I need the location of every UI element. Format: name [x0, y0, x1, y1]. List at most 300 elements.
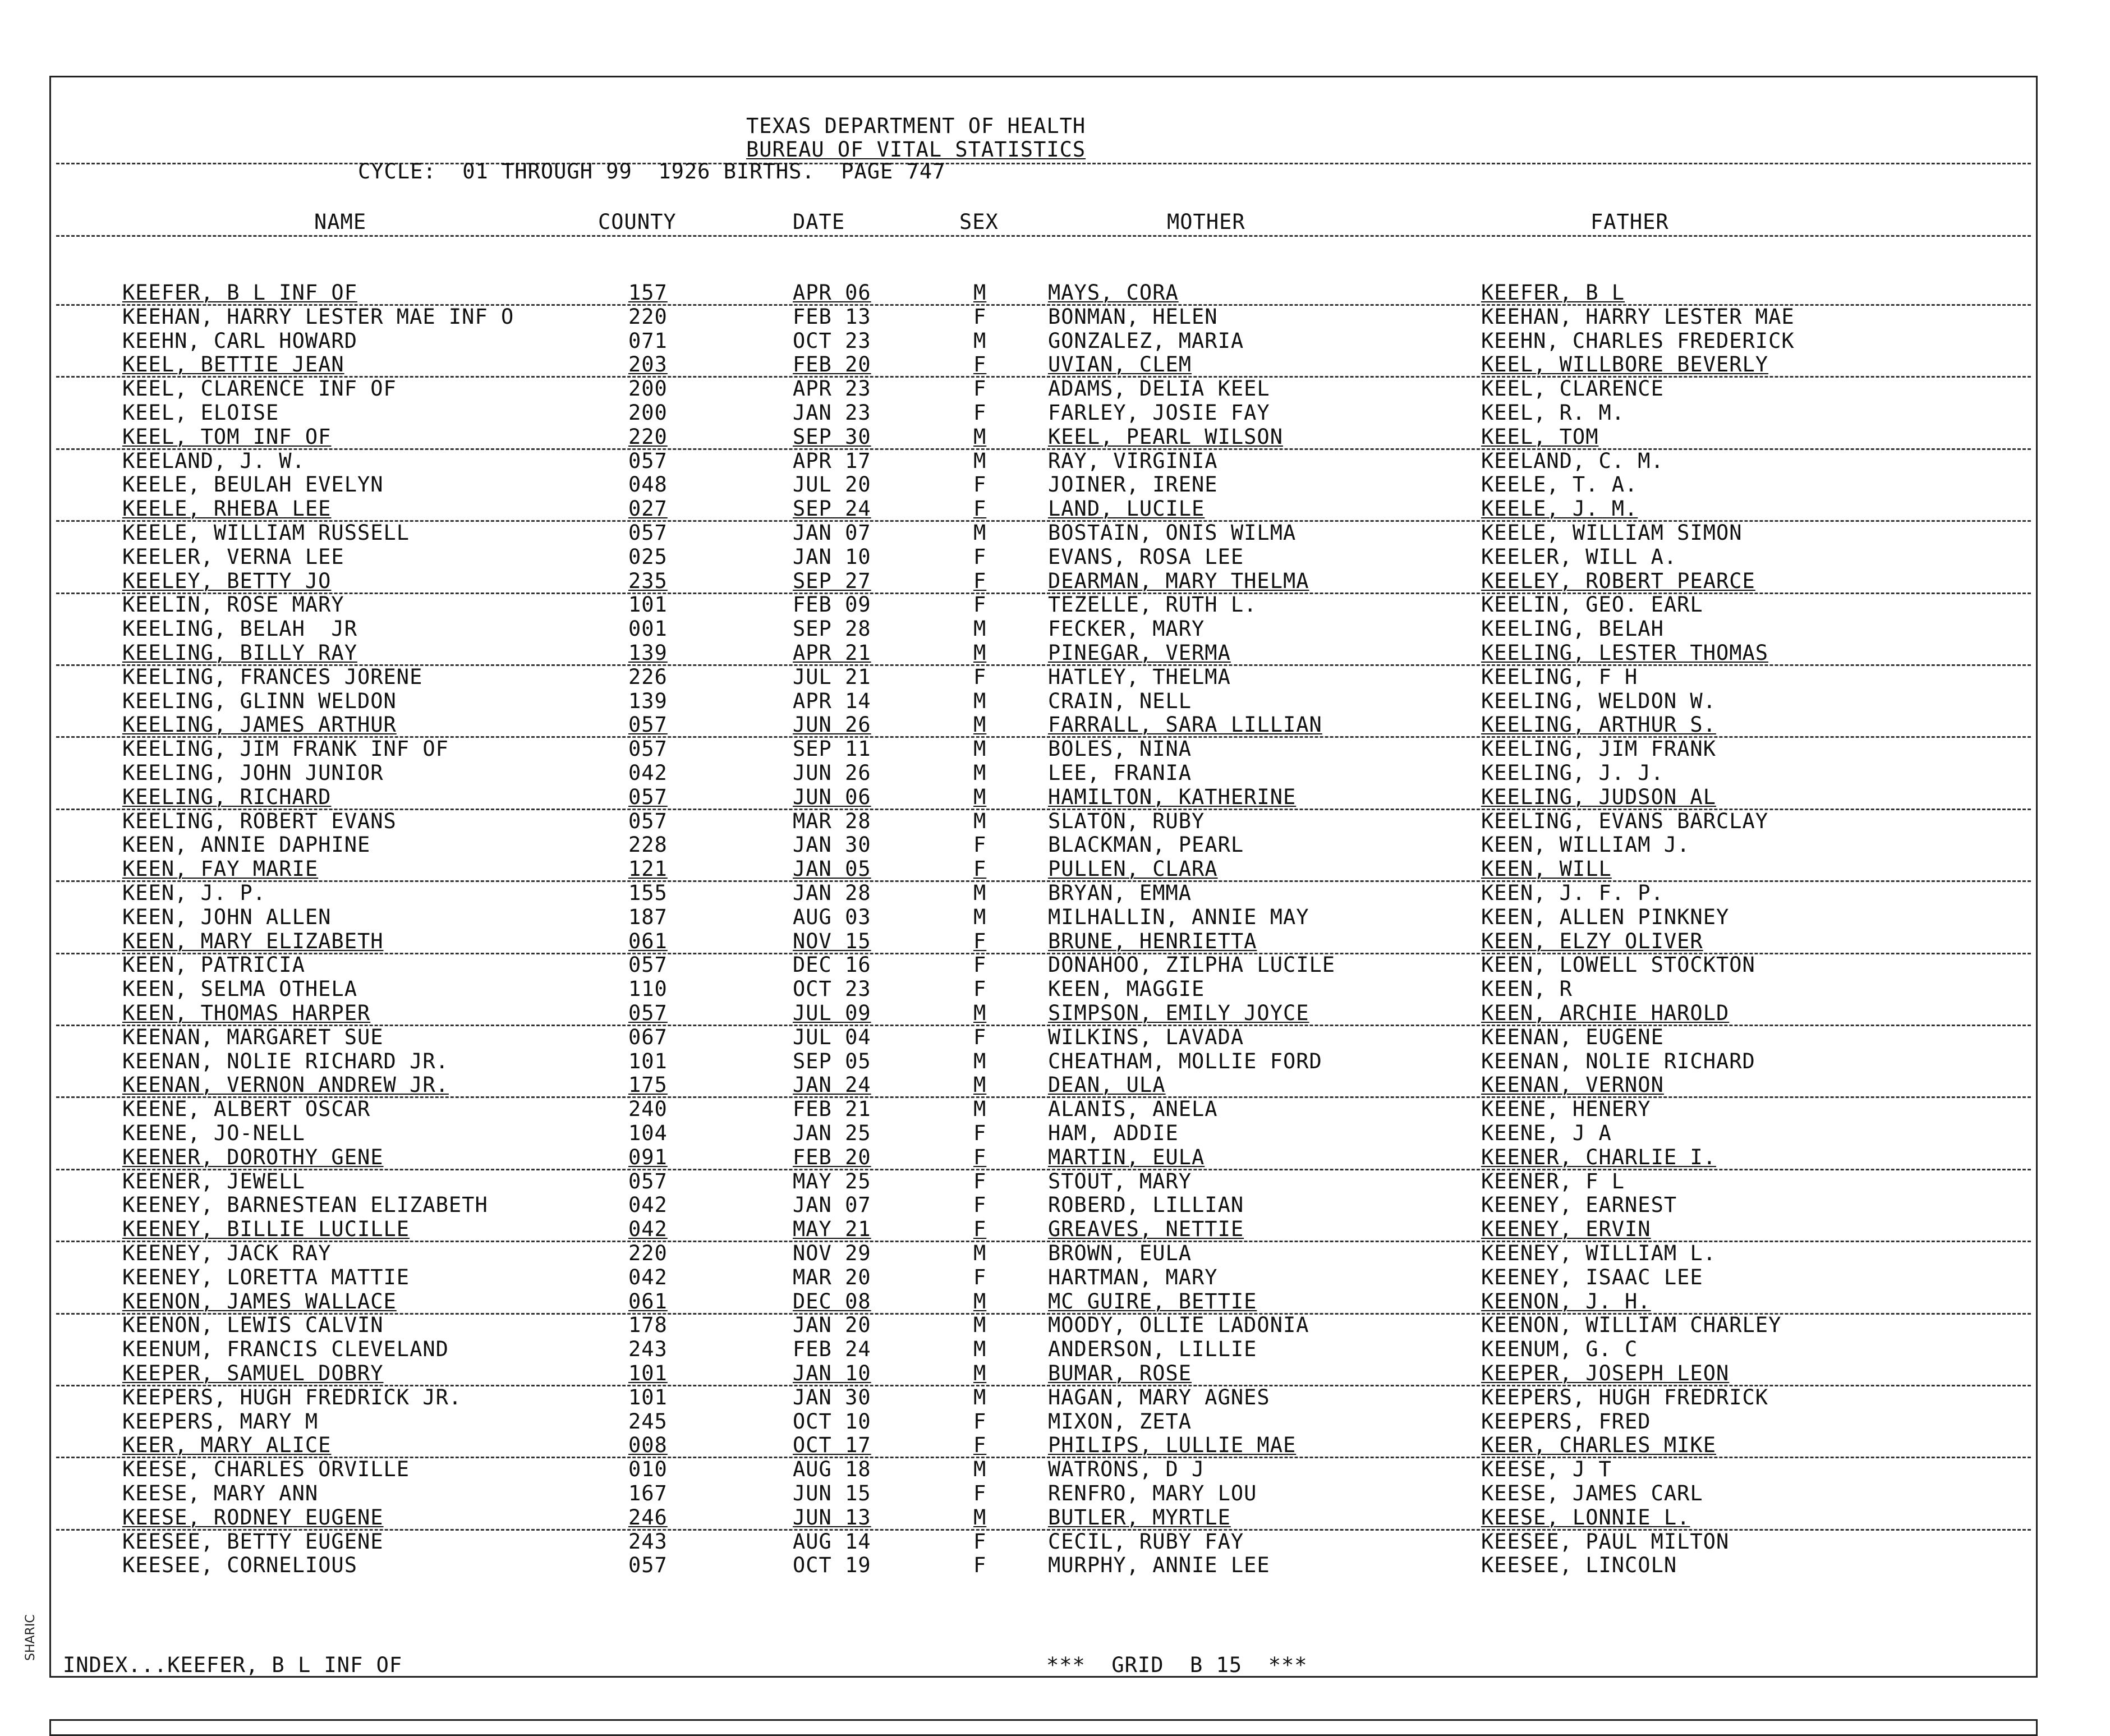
record-name: KEEN, MARY ELIZABETH: [122, 929, 384, 953]
record-county: 104: [628, 1121, 668, 1145]
record-sex: M: [973, 713, 987, 737]
record-name: KEENEY, BILLIE LUCILLE: [122, 1217, 410, 1241]
record-county: 042: [628, 761, 668, 785]
record-date: MAY 21: [793, 1217, 871, 1241]
record-father: KEEL, TOM: [1481, 425, 1599, 449]
record-father: KEEN, ALLEN PINKNEY: [1481, 905, 1730, 929]
record-sex: M: [973, 1001, 987, 1025]
record-county: 243: [628, 1530, 668, 1554]
record-date: OCT 19: [793, 1553, 871, 1577]
record-date: APR 14: [793, 689, 871, 713]
record-sex: M: [973, 1361, 987, 1385]
record-county: 042: [628, 1217, 668, 1241]
record-date: AUG 03: [793, 905, 871, 929]
record-mother: MILHALLIN, ANNIE MAY: [1048, 905, 1309, 929]
record-county: 235: [628, 569, 668, 593]
record-sex: F: [973, 857, 987, 881]
record-sex: M: [973, 425, 987, 449]
record-sex: M: [973, 689, 987, 713]
record-mother: PULLEN, CLARA: [1048, 857, 1218, 881]
record-name: KEENUM, FRANCIS CLEVELAND: [122, 1337, 449, 1361]
record-name: KEESE, MARY ANN: [122, 1481, 319, 1505]
record-date: JUN 06: [793, 785, 871, 809]
record-father: KEEN, WILL: [1481, 857, 1612, 881]
record-county: 057: [628, 809, 668, 833]
record-county: 175: [628, 1073, 668, 1097]
record-mother: DONAHOO, ZILPHA LUCILE: [1048, 953, 1336, 977]
record-sex: M: [973, 1313, 987, 1337]
record-sex: M: [973, 1289, 987, 1314]
record-name: KEELEY, BETTY JO: [122, 569, 332, 593]
record-name: KEELING, BELAH JR: [122, 617, 357, 641]
record-date: JAN 07: [793, 1193, 871, 1217]
record-sex: M: [973, 761, 987, 785]
record-sex: M: [973, 785, 987, 809]
record-father: KEELAND, C. M.: [1481, 449, 1664, 473]
record-name: KEENE, JO-NELL: [122, 1121, 305, 1145]
record-father: KEELIN, GEO. EARL: [1481, 593, 1703, 617]
record-county: 057: [628, 521, 668, 545]
record-county: 139: [628, 641, 668, 665]
record-date: JUL 04: [793, 1025, 871, 1049]
record-father: KEEN, ARCHIE HAROLD: [1481, 1001, 1730, 1025]
record-sex: M: [973, 881, 987, 905]
record-sex: M: [973, 1385, 987, 1409]
record-mother: SLATON, RUBY: [1048, 809, 1205, 833]
record-sex: F: [973, 545, 987, 569]
record-father: KEEN, WILLIAM J.: [1481, 833, 1690, 857]
record-county: 121: [628, 857, 668, 881]
record-father: KEEN, R: [1481, 977, 1573, 1001]
record-county: 057: [628, 953, 668, 977]
record-mother: GONZALEZ, MARIA: [1048, 329, 1244, 353]
record-mother: RAY, VIRGINIA: [1048, 449, 1218, 473]
record-date: JUN 13: [793, 1505, 871, 1530]
column-header-rule: [56, 235, 2031, 237]
record-father: KEESE, J T: [1481, 1457, 1612, 1481]
record-date: FEB 13: [793, 305, 871, 329]
record-sex: F: [973, 1121, 987, 1145]
record-father: KEELING, WELDON W.: [1481, 689, 1716, 713]
record-date: APR 06: [793, 281, 871, 305]
record-name: KEENE, ALBERT OSCAR: [122, 1097, 371, 1121]
record-name: KEER, MARY ALICE: [122, 1433, 332, 1457]
record-date: FEB 20: [793, 1145, 871, 1169]
record-date: JAN 30: [793, 1385, 871, 1409]
record-mother: BLACKMAN, PEARL: [1048, 833, 1244, 857]
record-sex: F: [973, 1169, 987, 1193]
record-county: 226: [628, 665, 668, 689]
record-sex: F: [973, 1481, 987, 1505]
record-name: KEEN, JOHN ALLEN: [122, 905, 332, 929]
record-name: KEENER, JEWELL: [122, 1169, 305, 1193]
record-date: DEC 08: [793, 1289, 871, 1314]
record-county: 228: [628, 833, 668, 857]
header-rule: [56, 163, 2031, 164]
record-county: 042: [628, 1265, 668, 1289]
record-date: NOV 29: [793, 1241, 871, 1265]
record-county: 243: [628, 1337, 668, 1361]
record-county: 187: [628, 905, 668, 929]
record-mother: KEEL, PEARL WILSON: [1048, 425, 1283, 449]
record-mother: LAND, LUCILE: [1048, 497, 1205, 521]
record-name: KEENON, JAMES WALLACE: [122, 1289, 397, 1314]
record-date: JUN 26: [793, 761, 871, 785]
record-sex: M: [973, 329, 987, 353]
column-header-county: COUNTY: [598, 210, 677, 234]
record-sex: M: [973, 1097, 987, 1121]
record-father: KEENAN, NOLIE RICHARD: [1481, 1049, 1755, 1073]
record-name: KEELAND, J. W.: [122, 449, 305, 473]
record-date: MAR 28: [793, 809, 871, 833]
column-header-father: FATHER: [1590, 210, 1669, 234]
record-mother: MAYS, CORA: [1048, 281, 1179, 305]
record-father: KEEFER, B L: [1481, 281, 1625, 305]
record-sex: M: [973, 1505, 987, 1530]
record-father: KEELING, JIM FRANK: [1481, 737, 1716, 761]
record-name: KEELING, JIM FRANK INF OF: [122, 737, 449, 761]
record-mother: GREAVES, NETTIE: [1048, 1217, 1244, 1241]
record-sex: F: [973, 929, 987, 953]
record-sex: M: [973, 809, 987, 833]
record-date: JUL 20: [793, 472, 871, 497]
record-county: 240: [628, 1097, 668, 1121]
record-date: FEB 20: [793, 352, 871, 376]
record-mother: CECIL, RUBY FAY: [1048, 1530, 1244, 1554]
record-father: KEEPER, JOSEPH LEON: [1481, 1361, 1730, 1385]
record-father: KEELE, J. M.: [1481, 497, 1638, 521]
record-father: KEELER, WILL A.: [1481, 545, 1677, 569]
record-father: KEENEY, WILLIAM L.: [1481, 1241, 1716, 1265]
record-sex: F: [973, 472, 987, 497]
record-mother: BRUNE, HENRIETTA: [1048, 929, 1257, 953]
record-county: 057: [628, 1553, 668, 1577]
record-father: KEELING, JUDSON AL: [1481, 785, 1716, 809]
record-mother: ROBERD, LILLIAN: [1048, 1193, 1244, 1217]
record-mother: PHILIPS, LULLIE MAE: [1048, 1433, 1297, 1457]
record-county: 220: [628, 425, 668, 449]
record-date: JAN 10: [793, 545, 871, 569]
record-mother: DEAN, ULA: [1048, 1073, 1166, 1097]
record-father: KEELING, ARTHUR S.: [1481, 713, 1716, 737]
record-mother: CHEATHAM, MOLLIE FORD: [1048, 1049, 1322, 1073]
record-mother: BROWN, EULA: [1048, 1241, 1192, 1265]
column-header-sex: SEX: [959, 210, 999, 234]
record-mother: BUTLER, MYRTLE: [1048, 1505, 1231, 1530]
record-date: JAN 20: [793, 1313, 871, 1337]
record-name: KEELING, GLINN WELDON: [122, 689, 397, 713]
record-mother: WILKINS, LAVADA: [1048, 1025, 1244, 1049]
record-father: KEELING, EVANS BARCLAY: [1481, 809, 1769, 833]
row-rule: [56, 1241, 2031, 1242]
record-county: 042: [628, 1193, 668, 1217]
record-county: 200: [628, 401, 668, 425]
record-name: KEELING, ROBERT EVANS: [122, 809, 397, 833]
record-sex: F: [973, 953, 987, 977]
record-father: KEELING, F H: [1481, 665, 1638, 689]
record-date: SEP 27: [793, 569, 871, 593]
record-sex: F: [973, 1553, 987, 1577]
record-sex: M: [973, 449, 987, 473]
record-sex: F: [973, 1433, 987, 1457]
record-date: JAN 25: [793, 1121, 871, 1145]
side-label: SHARIC: [24, 1614, 38, 1661]
record-name: KEEFER, B L INF OF: [122, 281, 357, 305]
record-date: JAN 23: [793, 401, 871, 425]
record-date: MAY 25: [793, 1169, 871, 1193]
header-line-3: CYCLE: 01 THROUGH 99 1926 BIRTHS. PAGE 747: [358, 159, 946, 183]
record-mother: MURPHY, ANNIE LEE: [1048, 1553, 1270, 1577]
record-county: 025: [628, 545, 668, 569]
record-mother: ADAMS, DELIA KEEL: [1048, 376, 1270, 401]
record-sex: F: [973, 833, 987, 857]
record-father: KEESEE, LINCOLN: [1481, 1553, 1677, 1577]
record-mother: CRAIN, NELL: [1048, 689, 1192, 713]
record-mother: JOINER, IRENE: [1048, 472, 1218, 497]
record-father: KEELING, LESTER THOMAS: [1481, 641, 1769, 665]
record-mother: RENFRO, MARY LOU: [1048, 1481, 1257, 1505]
record-date: JUN 26: [793, 713, 871, 737]
record-name: KEESEE, CORNELIOUS: [122, 1553, 357, 1577]
record-sex: F: [973, 497, 987, 521]
record-date: OCT 23: [793, 977, 871, 1001]
footer-grid: *** GRID B 15 ***: [1046, 1653, 1308, 1677]
record-county: 057: [628, 713, 668, 737]
record-date: SEP 30: [793, 425, 871, 449]
record-father: KEESE, JAMES CARL: [1481, 1481, 1703, 1505]
record-father: KEEL, CLARENCE: [1481, 376, 1664, 401]
record-name: KEEN, ANNIE DAPHINE: [122, 833, 371, 857]
record-county: 057: [628, 1001, 668, 1025]
record-name: KEELING, FRANCES JORENE: [122, 665, 423, 689]
record-sex: M: [973, 905, 987, 929]
record-father: KEESE, LONNIE L.: [1481, 1505, 1690, 1530]
record-father: KEEN, J. F. P.: [1481, 881, 1664, 905]
row-rule: [56, 593, 2031, 594]
record-county: 091: [628, 1145, 668, 1169]
record-county: 167: [628, 1481, 668, 1505]
record-name: KEEN, THOMAS HARPER: [122, 1001, 371, 1025]
record-father: KEENAN, EUGENE: [1481, 1025, 1664, 1049]
record-name: KEELE, RHEBA LEE: [122, 497, 332, 521]
record-father: KEEHN, CHARLES FREDERICK: [1481, 329, 1795, 353]
record-sex: M: [973, 641, 987, 665]
record-mother: BUMAR, ROSE: [1048, 1361, 1192, 1385]
record-father: KEENER, F L: [1481, 1169, 1625, 1193]
record-mother: BOLES, NINA: [1048, 737, 1192, 761]
record-name: KEEN, PATRICIA: [122, 953, 305, 977]
record-name: KEEPER, SAMUEL DOBRY: [122, 1361, 384, 1385]
record-sex: M: [973, 521, 987, 545]
record-county: 101: [628, 1049, 668, 1073]
record-mother: SIMPSON, EMILY JOYCE: [1048, 1001, 1309, 1025]
record-name: KEEHN, CARL HOWARD: [122, 329, 357, 353]
record-date: JUN 15: [793, 1481, 871, 1505]
record-county: 203: [628, 352, 668, 376]
record-county: 200: [628, 376, 668, 401]
record-mother: HARTMAN, MARY: [1048, 1265, 1218, 1289]
record-father: KEENE, HENERY: [1481, 1097, 1651, 1121]
record-county: 057: [628, 449, 668, 473]
record-name: KEEPERS, MARY M: [122, 1409, 319, 1434]
record-mother: STOUT, MARY: [1048, 1169, 1192, 1193]
record-sex: F: [973, 376, 987, 401]
column-header-mother: MOTHER: [1167, 210, 1245, 234]
record-father: KEEL, R. M.: [1481, 401, 1625, 425]
record-name: KEENAN, NOLIE RICHARD JR.: [122, 1049, 449, 1073]
record-name: KEENEY, JACK RAY: [122, 1241, 332, 1265]
record-county: 048: [628, 472, 668, 497]
record-mother: ANDERSON, LILLIE: [1048, 1337, 1257, 1361]
record-name: KEENON, LEWIS CALVIN: [122, 1313, 384, 1337]
record-sex: M: [973, 737, 987, 761]
record-sex: F: [973, 1193, 987, 1217]
record-date: JAN 05: [793, 857, 871, 881]
record-date: JUL 09: [793, 1001, 871, 1025]
column-header-name: NAME: [314, 210, 367, 234]
record-sex: F: [973, 1265, 987, 1289]
record-mother: DEARMAN, MARY THELMA: [1048, 569, 1309, 593]
record-county: 155: [628, 881, 668, 905]
record-mother: BRYAN, EMMA: [1048, 881, 1192, 905]
record-county: 101: [628, 1361, 668, 1385]
record-sex: F: [973, 1025, 987, 1049]
record-date: JAN 30: [793, 833, 871, 857]
record-mother: MOODY, OLLIE LADONIA: [1048, 1313, 1309, 1337]
record-sex: F: [973, 665, 987, 689]
record-mother: WATRONS, D J: [1048, 1457, 1205, 1481]
record-date: NOV 15: [793, 929, 871, 953]
record-mother: UVIAN, CLEM: [1048, 352, 1192, 376]
record-county: 220: [628, 1241, 668, 1265]
row-rule: [56, 1169, 2031, 1170]
record-date: JAN 24: [793, 1073, 871, 1097]
record-sex: F: [973, 305, 987, 329]
record-name: KEENEY, LORETTA MATTIE: [122, 1265, 410, 1289]
record-mother: HAMILTON, KATHERINE: [1048, 785, 1297, 809]
record-sex: M: [973, 1073, 987, 1097]
record-name: KEESE, CHARLES ORVILLE: [122, 1457, 410, 1481]
record-name: KEEN, FAY MARIE: [122, 857, 319, 881]
record-county: 067: [628, 1025, 668, 1049]
record-county: 178: [628, 1313, 668, 1337]
record-sex: M: [973, 617, 987, 641]
record-date: OCT 10: [793, 1409, 871, 1434]
record-date: JAN 28: [793, 881, 871, 905]
next-page-frame: [49, 1719, 2038, 1736]
record-father: KEENE, J A: [1481, 1121, 1612, 1145]
record-name: KEENER, DOROTHY GENE: [122, 1145, 384, 1169]
record-mother: LEE, FRANIA: [1048, 761, 1192, 785]
record-date: SEP 11: [793, 737, 871, 761]
record-mother: HAGAN, MARY AGNES: [1048, 1385, 1270, 1409]
footer-index: INDEX...KEEFER, B L INF OF: [63, 1653, 403, 1677]
record-county: 071: [628, 329, 668, 353]
record-name: KEEN, SELMA OTHELA: [122, 977, 357, 1001]
record-county: 057: [628, 785, 668, 809]
row-rule: [56, 448, 2031, 450]
record-sex: M: [973, 281, 987, 305]
record-name: KEEL, CLARENCE INF OF: [122, 376, 397, 401]
record-county: 010: [628, 1457, 668, 1481]
record-name: KEENEY, BARNESTEAN ELIZABETH: [122, 1193, 488, 1217]
record-mother: MC GUIRE, BETTIE: [1048, 1289, 1257, 1314]
record-sex: M: [973, 1241, 987, 1265]
record-father: KEELE, WILLIAM SIMON: [1481, 521, 1743, 545]
record-father: KEENER, CHARLIE I.: [1481, 1145, 1716, 1169]
record-sex: F: [973, 352, 987, 376]
record-sex: F: [973, 401, 987, 425]
record-name: KEEL, ELOISE: [122, 401, 279, 425]
record-name: KEENAN, VERNON ANDREW JR.: [122, 1073, 449, 1097]
record-mother: FARLEY, JOSIE FAY: [1048, 401, 1270, 425]
record-name: KEELING, BILLY RAY: [122, 641, 357, 665]
record-father: KEENON, J. H.: [1481, 1289, 1651, 1314]
record-name: KEEN, J. P.: [122, 881, 266, 905]
record-name: KEELE, WILLIAM RUSSELL: [122, 521, 410, 545]
record-sex: F: [973, 593, 987, 617]
record-date: FEB 24: [793, 1337, 871, 1361]
record-date: APR 23: [793, 376, 871, 401]
record-name: KEELING, RICHARD: [122, 785, 332, 809]
record-name: KEELING, JOHN JUNIOR: [122, 761, 384, 785]
record-county: 057: [628, 1169, 668, 1193]
record-name: KEELE, BEULAH EVELYN: [122, 472, 384, 497]
record-county: 245: [628, 1409, 668, 1434]
record-date: MAR 20: [793, 1265, 871, 1289]
record-mother: MARTIN, EULA: [1048, 1145, 1205, 1169]
record-father: KEEL, WILLBORE BEVERLY: [1481, 352, 1769, 376]
record-name: KEESEE, BETTY EUGENE: [122, 1530, 384, 1554]
record-mother: BONMAN, HELEN: [1048, 305, 1218, 329]
record-father: KEELING, J. J.: [1481, 761, 1664, 785]
record-county: 246: [628, 1505, 668, 1530]
record-county: 157: [628, 281, 668, 305]
record-father: KEENEY, ISAAC LEE: [1481, 1265, 1703, 1289]
header-line-2: BUREAU OF VITAL STATISTICS: [746, 137, 1086, 162]
record-date: OCT 23: [793, 329, 871, 353]
record-date: SEP 24: [793, 497, 871, 521]
record-mother: MIXON, ZETA: [1048, 1409, 1192, 1434]
record-sex: M: [973, 1457, 987, 1481]
record-sex: F: [973, 1145, 987, 1169]
record-date: FEB 09: [793, 593, 871, 617]
record-date: APR 17: [793, 449, 871, 473]
record-name: KEENAN, MARGARET SUE: [122, 1025, 384, 1049]
record-father: KEELEY, ROBERT PEARCE: [1481, 569, 1755, 593]
record-mother: EVANS, ROSA LEE: [1048, 545, 1244, 569]
record-father: KEESEE, PAUL MILTON: [1481, 1530, 1730, 1554]
record-sex: F: [973, 569, 987, 593]
record-mother: PINEGAR, VERMA: [1048, 641, 1231, 665]
record-date: JAN 10: [793, 1361, 871, 1385]
record-county: 101: [628, 1385, 668, 1409]
record-date: JUL 21: [793, 665, 871, 689]
record-county: 008: [628, 1433, 668, 1457]
record-county: 001: [628, 617, 668, 641]
record-date: AUG 14: [793, 1530, 871, 1554]
record-father: KEEN, ELZY OLIVER: [1481, 929, 1703, 953]
record-name: KEEL, BETTIE JEAN: [122, 352, 344, 376]
record-county: 101: [628, 593, 668, 617]
record-father: KEEHAN, HARRY LESTER MAE: [1481, 305, 1795, 329]
record-date: SEP 05: [793, 1049, 871, 1073]
record-name: KEEPERS, HUGH FREDRICK JR.: [122, 1385, 462, 1409]
record-name: KEESE, RODNEY EUGENE: [122, 1505, 384, 1530]
record-mother: FARRALL, SARA LILLIAN: [1048, 713, 1322, 737]
record-father: KEEPERS, HUGH FREDRICK: [1481, 1385, 1769, 1409]
record-date: DEC 16: [793, 953, 871, 977]
